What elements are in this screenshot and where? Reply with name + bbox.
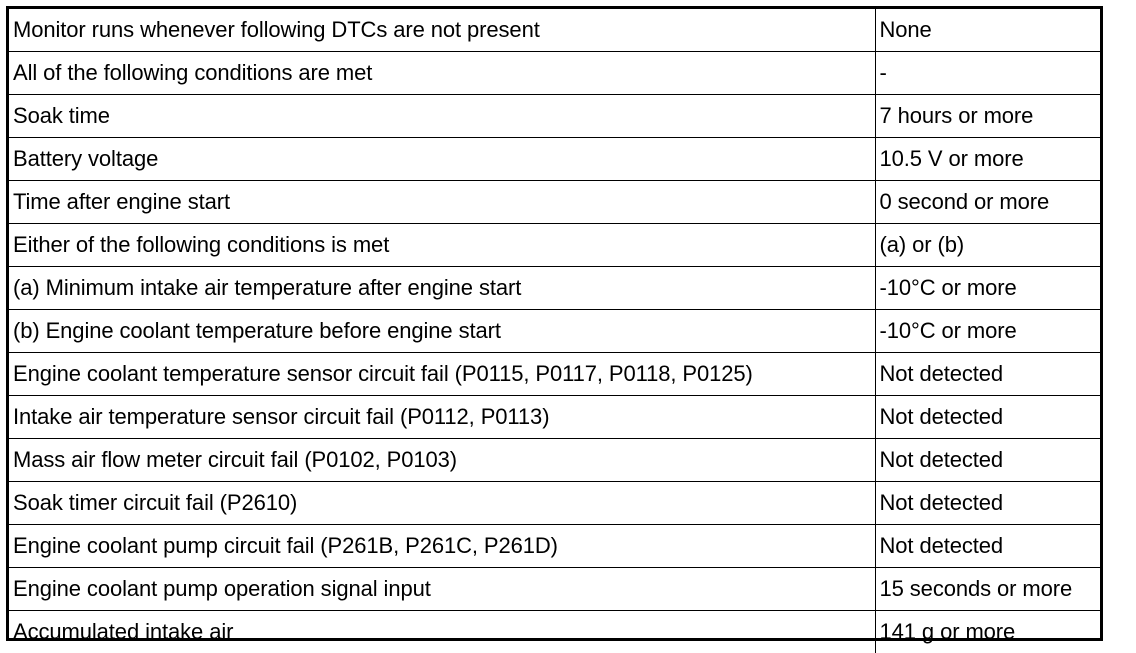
value-cell: 7 hours or more bbox=[875, 95, 1100, 138]
condition-cell: Intake air temperature sensor circuit fail (P0112, P0113) bbox=[9, 396, 875, 439]
value-cell: None bbox=[875, 9, 1100, 52]
conditions-table bbox=[9, 9, 1100, 653]
condition-cell: Monitor runs whenever following DTCs are not present bbox=[9, 9, 875, 52]
condition-cell: Battery voltage bbox=[9, 138, 875, 181]
table-row bbox=[9, 181, 1100, 224]
value-cell: Not detected bbox=[875, 439, 1100, 482]
table-row bbox=[9, 138, 1100, 181]
condition-cell: Soak time bbox=[9, 95, 875, 138]
table-row bbox=[9, 353, 1100, 396]
table-row bbox=[9, 95, 1100, 138]
value-cell: -10°C or more bbox=[875, 310, 1100, 353]
condition-cell: (a) Minimum intake air temperature after engine start bbox=[9, 267, 875, 310]
table-row bbox=[9, 611, 1100, 653]
table-row bbox=[9, 396, 1100, 439]
value-cell: Not detected bbox=[875, 353, 1100, 396]
value-cell: 0 second or more bbox=[875, 181, 1100, 224]
condition-cell: Engine coolant pump operation signal input bbox=[9, 568, 875, 611]
value-cell: Not detected bbox=[875, 525, 1100, 568]
value-cell: - bbox=[875, 52, 1100, 95]
table-row bbox=[9, 224, 1100, 267]
value-cell: -10°C or more bbox=[875, 267, 1100, 310]
table-row bbox=[9, 482, 1100, 525]
condition-cell: Either of the following conditions is met bbox=[9, 224, 875, 267]
value-cell: 10.5 V or more bbox=[875, 138, 1100, 181]
condition-cell: Accumulated intake air bbox=[9, 611, 875, 653]
condition-cell: Time after engine start bbox=[9, 181, 875, 224]
value-cell: (a) or (b) bbox=[875, 224, 1100, 267]
table-row bbox=[9, 9, 1100, 52]
value-cell: 15 seconds or more bbox=[875, 568, 1100, 611]
table-row bbox=[9, 568, 1100, 611]
value-cell: 141 g or more bbox=[875, 611, 1100, 653]
table-row bbox=[9, 52, 1100, 95]
table-row bbox=[9, 439, 1100, 482]
conditions-table-body bbox=[9, 9, 1100, 653]
condition-cell: Engine coolant pump circuit fail (P261B, P261C, P261D) bbox=[9, 525, 875, 568]
condition-cell: Soak timer circuit fail (P2610) bbox=[9, 482, 875, 525]
condition-cell: (b) Engine coolant temperature before engine start bbox=[9, 310, 875, 353]
table-row bbox=[9, 267, 1100, 310]
value-cell: Not detected bbox=[875, 482, 1100, 525]
condition-cell: All of the following conditions are met bbox=[9, 52, 875, 95]
table-row bbox=[9, 525, 1100, 568]
conditions-table-frame bbox=[6, 6, 1103, 641]
table-row bbox=[9, 310, 1100, 353]
condition-cell: Mass air flow meter circuit fail (P0102, P0103) bbox=[9, 439, 875, 482]
value-cell: Not detected bbox=[875, 396, 1100, 439]
condition-cell: Engine coolant temperature sensor circuit fail (P0115, P0117, P0118, P0125) bbox=[9, 353, 875, 396]
